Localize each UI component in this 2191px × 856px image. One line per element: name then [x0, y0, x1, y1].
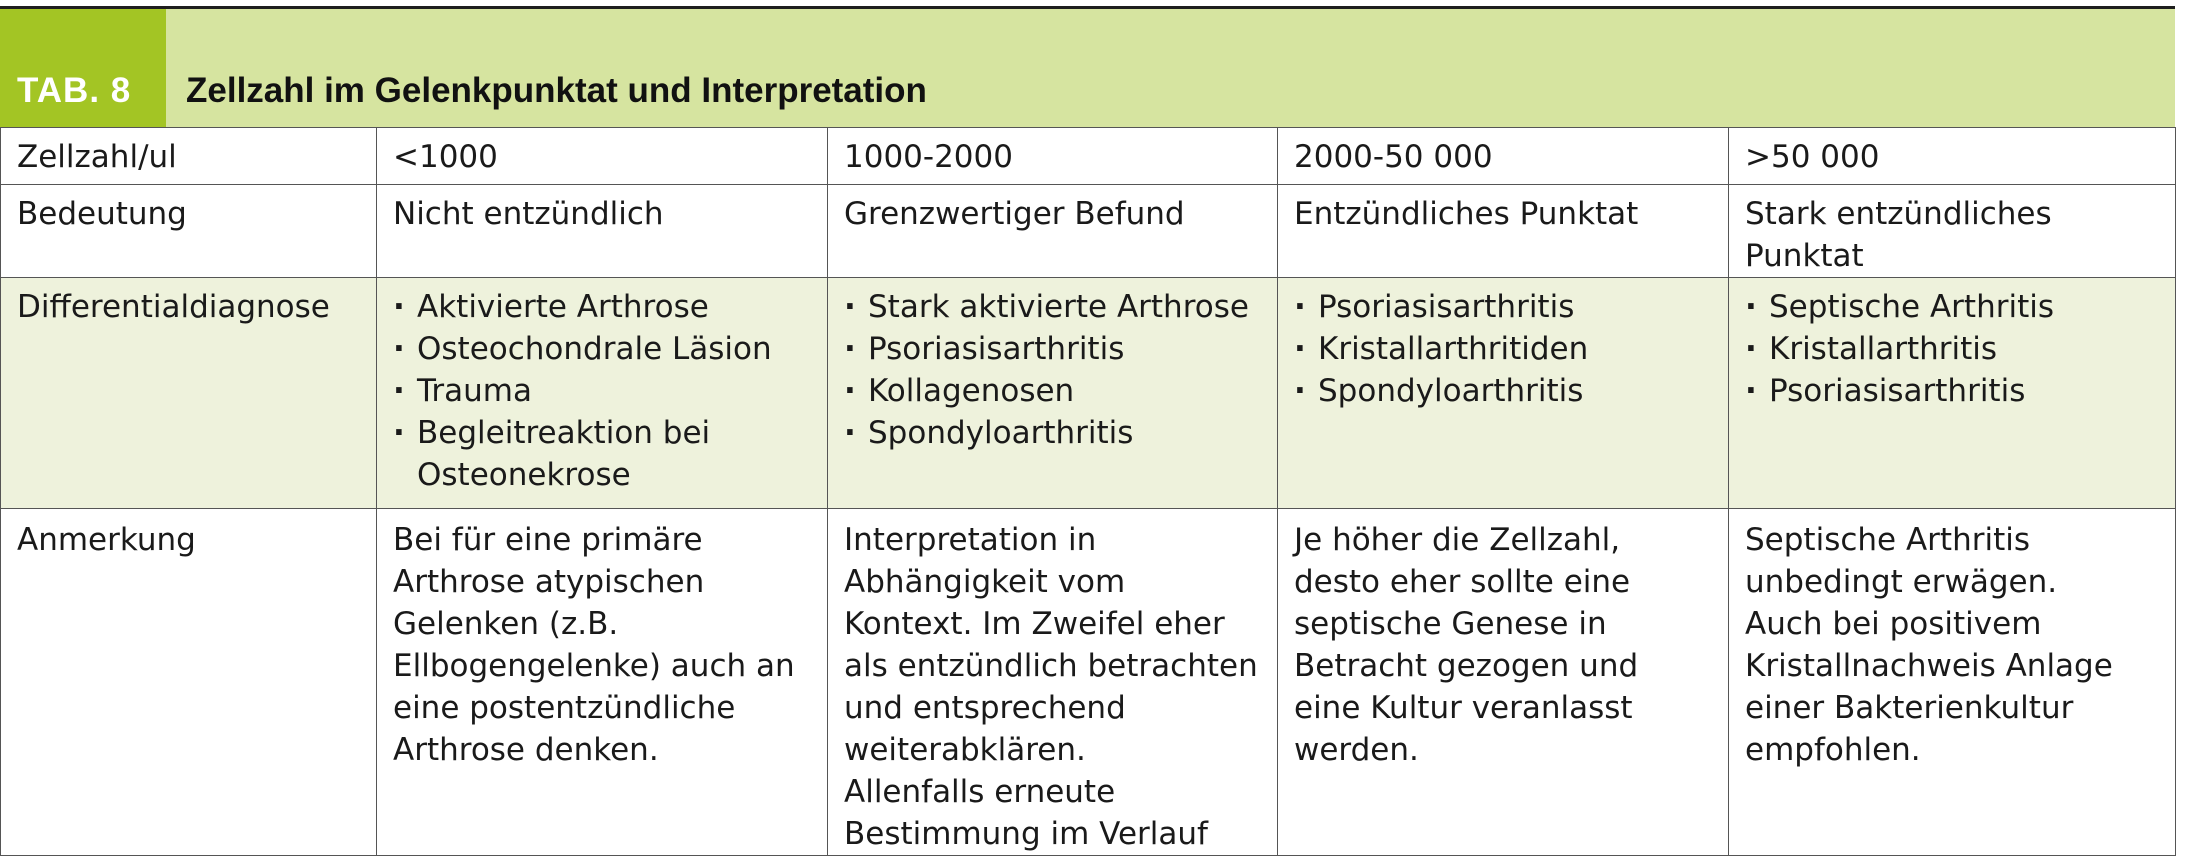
note-cell-3 — [1278, 509, 1729, 856]
note-text: Septische Arthritis unbedingt erwägen. — [1745, 522, 2058, 600]
table-row-meaning — [1, 185, 2176, 278]
table-title: Zellzahl im Gelenkpunktat und Interpretation — [186, 71, 927, 110]
cell-count-range-2: 1000-2000 — [828, 128, 1278, 185]
differential-cell-3 — [1278, 278, 1729, 509]
list-item: · Psoriasisarthritis — [1745, 370, 2159, 412]
row-label-note: Anmerkung — [1, 509, 377, 856]
cell-count-range-4: >50 000 — [1729, 128, 2176, 185]
note-cell-2 — [828, 509, 1278, 856]
list-item: · Kristallarthritiden — [1294, 328, 1712, 370]
note-cell-4 — [1729, 509, 2176, 856]
note-text: Allenfalls erneute Bestimmung im Verlauf — [844, 774, 1208, 852]
meaning-cell-1: Nicht entzündlich — [377, 185, 828, 278]
meaning-cell-3: Entzündliches Punktat — [1278, 185, 1729, 278]
note-text: Bei für eine primäre Arthrose atypischen Gelenken (z.B. Ellbogengelenke) auch an eine postentzündliche Arthrose denken. — [393, 522, 795, 768]
row-label-differential-diagnosis: Differentialdiagnose — [1, 278, 377, 509]
meaning-cell-4: Stark entzündliches Punktat — [1729, 185, 2176, 278]
note-text: Interpretation in Abhängigkeit vom Kontext. Im Zweifel eher als entzündlich betrachten und entsprechend weiterabklären. — [844, 522, 1258, 768]
meaning-cell-2: Grenzwertiger Befund — [828, 185, 1278, 278]
table-number-badge — [0, 9, 166, 127]
list-item: · Aktivierte Arthrose — [393, 286, 811, 328]
note-cell-1 — [377, 509, 828, 856]
list-item: · Kollagenosen — [844, 370, 1261, 412]
cell-count-range-1: <1000 — [377, 128, 828, 185]
note-text: Auch bei positivem Kristallnachweis Anlage einer Bakterienkultur empfohlen. — [1745, 606, 2113, 768]
differential-cell-1 — [377, 278, 828, 509]
list-item: · Stark aktivierte Arthrose — [844, 286, 1261, 328]
table-header — [0, 6, 2175, 127]
list-item: · Septische Arthritis — [1745, 286, 2159, 328]
list-item: · Begleitreaktion bei Osteonekrose — [393, 412, 811, 496]
cell-count-range-3: 2000-50 000 — [1278, 128, 1729, 185]
cell-count-table — [0, 127, 2176, 856]
table-number: TAB. 8 — [17, 71, 132, 110]
list-item: · Spondyloarthritis — [1294, 370, 1712, 412]
list-item: · Psoriasisarthritis — [1294, 286, 1712, 328]
differential-list-4 — [1745, 286, 2159, 412]
row-label-cell-count: Zellzahl/ul — [1, 128, 377, 185]
list-item: · Trauma — [393, 370, 811, 412]
differential-list-3 — [1294, 286, 1712, 412]
list-item: · Psoriasisarthritis — [844, 328, 1261, 370]
differential-list-1 — [393, 286, 811, 496]
list-item: · Osteochondrale Läsion — [393, 328, 811, 370]
differential-cell-4 — [1729, 278, 2176, 509]
differential-cell-2 — [828, 278, 1278, 509]
differential-list-2 — [844, 286, 1261, 454]
table-row-cell-count — [1, 128, 2176, 185]
table-row-note — [1, 509, 2176, 856]
note-text: Je höher die Zellzahl, desto eher sollte eine septische Genese in Betracht gezogen und eine Kultur veranlasst werden. — [1294, 522, 1639, 768]
list-item: · Kristallarthritis — [1745, 328, 2159, 370]
row-label-meaning: Bedeutung — [1, 185, 377, 278]
table-row-differential-diagnosis — [1, 278, 2176, 509]
list-item: · Spondyloarthritis — [844, 412, 1261, 454]
